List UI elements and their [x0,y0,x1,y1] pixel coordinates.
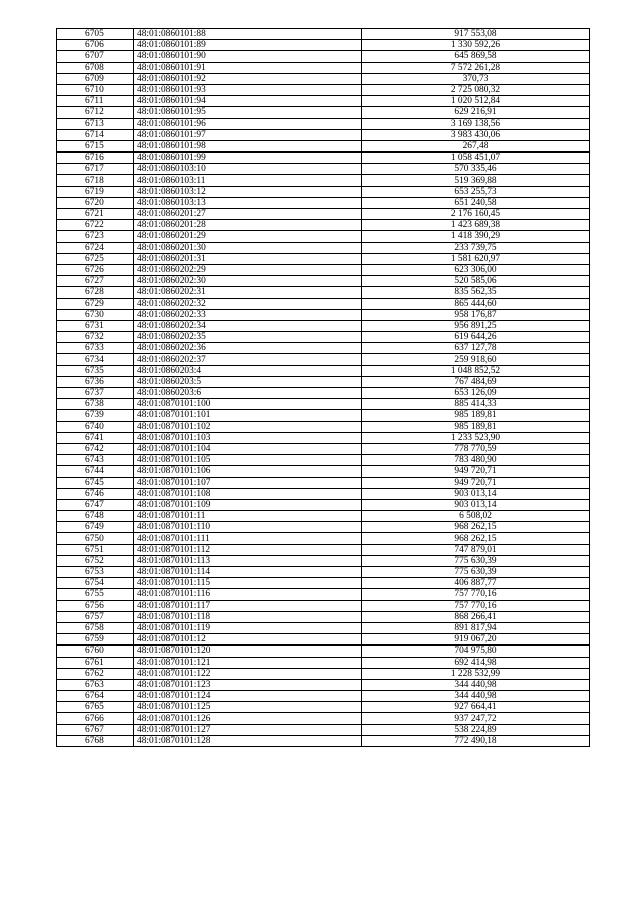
cadastral-value-cell: 835 562,35 [362,287,590,298]
table-row [57,365,590,376]
cadastral-value-cell: 645 869,58 [362,51,590,62]
table-row [57,679,590,690]
table-row [57,611,590,622]
cadastral-number-cell: 48:01:0870101:118 [134,611,362,622]
table-row [57,724,590,735]
cadastral-value-cell: 775 630,39 [362,567,590,578]
row-number-cell: 6739 [57,410,134,421]
cadastral-number-cell: 48:01:0860202:30 [134,276,362,287]
table-row [57,488,590,499]
cadastral-value-cell: 629 216,91 [362,107,590,118]
row-number-cell: 6748 [57,511,134,522]
row-number-cell: 6713 [57,118,134,129]
cadastral-number-cell: 48:01:0860201:28 [134,220,362,231]
row-number-cell: 6743 [57,455,134,466]
cadastral-value-cell: 704 975,80 [362,645,590,657]
table-row [57,578,590,589]
table-row [57,634,590,646]
row-number-cell: 6722 [57,220,134,231]
cadastral-value-cell: 919 067,20 [362,634,590,646]
table-row [57,544,590,555]
table-row [57,107,590,118]
cadastral-value-cell: 3 169 138,56 [362,118,590,129]
table-row [57,343,590,354]
table-row [57,522,590,533]
cadastral-number-cell: 48:01:0860203:6 [134,388,362,399]
table-row [57,713,590,724]
row-number-cell: 6714 [57,129,134,140]
table-row [57,533,590,544]
cadastral-number-cell: 48:01:0870101:117 [134,600,362,611]
cadastral-number-cell: 48:01:0870101:103 [134,432,362,443]
row-number-cell: 6757 [57,611,134,622]
cadastral-value-cell: 538 224,89 [362,724,590,735]
cadastral-number-cell: 48:01:0870101:123 [134,679,362,690]
cadastral-number-cell: 48:01:0860101:90 [134,51,362,62]
row-number-cell: 6754 [57,578,134,589]
cadastral-value-cell: 692 414,98 [362,657,590,668]
row-number-cell: 6742 [57,443,134,454]
cadastral-number-cell: 48:01:0870101:126 [134,713,362,724]
table-row [57,354,590,365]
cadastral-value-cell: 344 440,98 [362,691,590,702]
table-row [57,152,590,164]
table-row [57,197,590,208]
cadastral-number-cell: 48:01:0860101:95 [134,107,362,118]
cadastral-value-cell: 1 418 390,29 [362,231,590,242]
table-row [57,589,590,600]
row-number-cell: 6741 [57,432,134,443]
cadastral-value-cell: 233 739,75 [362,242,590,253]
table-row [57,443,590,454]
cadastral-value-cell: 7 572 261,28 [362,62,590,73]
cadastral-number-cell: 48:01:0860202:37 [134,354,362,365]
row-number-cell: 6721 [57,209,134,220]
row-number-cell: 6764 [57,691,134,702]
row-number-cell: 6760 [57,645,134,657]
cadastral-number-cell: 48:01:0870101:111 [134,533,362,544]
cadastral-number-cell: 48:01:0870101:11 [134,511,362,522]
cadastral-value-cell: 520 585,06 [362,276,590,287]
cadastral-number-cell: 48:01:0870101:125 [134,702,362,713]
cadastral-value-cell: 891 817,94 [362,622,590,633]
cadastral-value-cell: 958 176,87 [362,309,590,320]
row-number-cell: 6711 [57,96,134,107]
cadastral-value-cell: 619 644,26 [362,332,590,343]
table-row [57,253,590,264]
table-row [57,84,590,95]
cadastral-value-cell: 653 255,73 [362,186,590,197]
cadastral-value-cell: 968 262,15 [362,522,590,533]
row-number-cell: 6766 [57,713,134,724]
cadastral-value-cell: 775 630,39 [362,555,590,566]
cadastral-value-cell: 937 247,72 [362,713,590,724]
cadastral-number-cell: 48:01:0860101:93 [134,84,362,95]
cadastral-number-cell: 48:01:0860202:31 [134,287,362,298]
cadastral-value-cell: 968 262,15 [362,533,590,544]
cadastral-number-cell: 48:01:0860202:29 [134,264,362,275]
cadastral-number-cell: 48:01:0870101:107 [134,477,362,488]
cadastral-value-cell: 637 127,78 [362,343,590,354]
row-number-cell: 6720 [57,197,134,208]
table-row [57,421,590,432]
cadastral-value-cell: 370,73 [362,73,590,84]
cadastral-value-cell: 885 414,33 [362,399,590,410]
cadastral-number-cell: 48:01:0870101:104 [134,443,362,454]
row-number-cell: 6724 [57,242,134,253]
table-row [57,242,590,253]
row-number-cell: 6740 [57,421,134,432]
row-number-cell: 6746 [57,488,134,499]
table-row [57,657,590,668]
cadastral-number-cell: 48:01:0860101:98 [134,140,362,152]
row-number-cell: 6727 [57,276,134,287]
table-row [57,455,590,466]
cadastral-number-cell: 48:01:0860101:88 [134,29,362,40]
cadastral-number-cell: 48:01:0870101:110 [134,522,362,533]
cadastral-value-cell: 868 266,41 [362,611,590,622]
cadastral-number-cell: 48:01:0860202:32 [134,298,362,309]
registry-table [56,28,590,747]
cadastral-number-cell: 48:01:0860103:13 [134,197,362,208]
table-row [57,477,590,488]
row-number-cell: 6706 [57,40,134,51]
cadastral-value-cell: 757 770,16 [362,600,590,611]
table-row [57,140,590,152]
table-row [57,555,590,566]
cadastral-number-cell: 48:01:0860202:34 [134,320,362,331]
row-number-cell: 6758 [57,622,134,633]
cadastral-number-cell: 48:01:0860202:35 [134,332,362,343]
table-row [57,73,590,84]
cadastral-number-cell: 48:01:0860201:30 [134,242,362,253]
cadastral-number-cell: 48:01:0870101:124 [134,691,362,702]
cadastral-value-cell: 1 423 689,38 [362,220,590,231]
cadastral-number-cell: 48:01:0860201:31 [134,253,362,264]
table-row [57,129,590,140]
row-number-cell: 6730 [57,309,134,320]
row-number-cell: 6728 [57,287,134,298]
cadastral-value-cell: 1 233 523,90 [362,432,590,443]
table-row [57,410,590,421]
row-number-cell: 6755 [57,589,134,600]
row-number-cell: 6736 [57,376,134,387]
cadastral-number-cell: 48:01:0860202:33 [134,309,362,320]
cadastral-value-cell: 949 720,71 [362,466,590,477]
table-row [57,164,590,175]
table-row [57,287,590,298]
row-number-cell: 6744 [57,466,134,477]
row-number-cell: 6705 [57,29,134,40]
cadastral-value-cell: 985 189,81 [362,421,590,432]
row-number-cell: 6732 [57,332,134,343]
table-row [57,175,590,186]
row-number-cell: 6745 [57,477,134,488]
cadastral-value-cell: 778 770,59 [362,443,590,454]
row-number-cell: 6710 [57,84,134,95]
table-row [57,118,590,129]
cadastral-number-cell: 48:01:0870101:100 [134,399,362,410]
row-number-cell: 6752 [57,555,134,566]
cadastral-number-cell: 48:01:0870101:114 [134,567,362,578]
table-row [57,645,590,657]
cadastral-number-cell: 48:01:0870101:108 [134,488,362,499]
cadastral-number-cell: 48:01:0870101:127 [134,724,362,735]
cadastral-value-cell: 757 770,16 [362,589,590,600]
cadastral-value-cell: 651 240,58 [362,197,590,208]
table-row [57,466,590,477]
row-number-cell: 6733 [57,343,134,354]
cadastral-number-cell: 48:01:0870101:116 [134,589,362,600]
table-row [57,298,590,309]
cadastral-value-cell: 2 725 080,32 [362,84,590,95]
registry-table-body [57,29,590,747]
table-row [57,231,590,242]
row-number-cell: 6712 [57,107,134,118]
cadastral-number-cell: 48:01:0870101:106 [134,466,362,477]
cadastral-value-cell: 3 983 430,06 [362,129,590,140]
row-number-cell: 6761 [57,657,134,668]
cadastral-value-cell: 267,48 [362,140,590,152]
row-number-cell: 6765 [57,702,134,713]
cadastral-value-cell: 772 490,18 [362,735,590,746]
cadastral-value-cell: 783 480,90 [362,455,590,466]
table-row [57,567,590,578]
row-number-cell: 6726 [57,264,134,275]
cadastral-number-cell: 48:01:0870101:112 [134,544,362,555]
cadastral-value-cell: 956 891,25 [362,320,590,331]
table-row [57,511,590,522]
row-number-cell: 6717 [57,164,134,175]
table-row [57,96,590,107]
cadastral-number-cell: 48:01:0860101:94 [134,96,362,107]
row-number-cell: 6729 [57,298,134,309]
table-row [57,264,590,275]
cadastral-number-cell: 48:01:0870101:102 [134,421,362,432]
table-row [57,691,590,702]
cadastral-number-cell: 48:01:0860103:11 [134,175,362,186]
row-number-cell: 6767 [57,724,134,735]
row-number-cell: 6734 [57,354,134,365]
row-number-cell: 6719 [57,186,134,197]
cadastral-number-cell: 48:01:0870101:101 [134,410,362,421]
cadastral-number-cell: 48:01:0860101:91 [134,62,362,73]
cadastral-value-cell: 406 887,77 [362,578,590,589]
cadastral-number-cell: 48:01:0860101:96 [134,118,362,129]
table-row [57,186,590,197]
cadastral-value-cell: 903 013,14 [362,499,590,510]
cadastral-value-cell: 623 306,00 [362,264,590,275]
table-row [57,29,590,40]
cadastral-value-cell: 747 879,01 [362,544,590,555]
cadastral-value-cell: 344 440,98 [362,679,590,690]
cadastral-number-cell: 48:01:0870101:128 [134,735,362,746]
cadastral-value-cell: 903 013,14 [362,488,590,499]
table-row [57,702,590,713]
row-number-cell: 6715 [57,140,134,152]
row-number-cell: 6750 [57,533,134,544]
table-row [57,600,590,611]
table-row [57,320,590,331]
cadastral-value-cell: 927 664,41 [362,702,590,713]
cadastral-number-cell: 48:01:0860101:92 [134,73,362,84]
cadastral-value-cell: 949 720,71 [362,477,590,488]
cadastral-value-cell: 519 369,88 [362,175,590,186]
table-row [57,735,590,746]
cadastral-value-cell: 2 176 160,45 [362,209,590,220]
row-number-cell: 6738 [57,399,134,410]
row-number-cell: 6749 [57,522,134,533]
table-row [57,332,590,343]
cadastral-value-cell: 917 553,08 [362,29,590,40]
cadastral-number-cell: 48:01:0860103:10 [134,164,362,175]
row-number-cell: 6731 [57,320,134,331]
table-row [57,388,590,399]
cadastral-value-cell: 653 126,09 [362,388,590,399]
row-number-cell: 6735 [57,365,134,376]
cadastral-number-cell: 48:01:0870101:115 [134,578,362,589]
cadastral-number-cell: 48:01:0870101:113 [134,555,362,566]
row-number-cell: 6768 [57,735,134,746]
row-number-cell: 6753 [57,567,134,578]
table-row [57,668,590,679]
cadastral-value-cell: 1 048 852,52 [362,365,590,376]
cadastral-value-cell: 6 508,02 [362,511,590,522]
table-row [57,51,590,62]
table-row [57,399,590,410]
row-number-cell: 6709 [57,73,134,84]
row-number-cell: 6718 [57,175,134,186]
cadastral-value-cell: 570 335,46 [362,164,590,175]
cadastral-number-cell: 48:01:0860101:89 [134,40,362,51]
cadastral-value-cell: 1 058 451,07 [362,152,590,164]
row-number-cell: 6762 [57,668,134,679]
cadastral-number-cell: 48:01:0860103:12 [134,186,362,197]
table-row [57,622,590,633]
table-row [57,40,590,51]
table-row [57,209,590,220]
cadastral-number-cell: 48:01:0870101:105 [134,455,362,466]
table-row [57,62,590,73]
row-number-cell: 6707 [57,51,134,62]
cadastral-number-cell: 48:01:0870101:121 [134,657,362,668]
row-number-cell: 6756 [57,600,134,611]
cadastral-value-cell: 1 020 512,84 [362,96,590,107]
cadastral-number-cell: 48:01:0860101:97 [134,129,362,140]
row-number-cell: 6723 [57,231,134,242]
cadastral-number-cell: 48:01:0870101:120 [134,645,362,657]
cadastral-number-cell: 48:01:0860201:27 [134,209,362,220]
row-number-cell: 6751 [57,544,134,555]
cadastral-value-cell: 1 581 620,97 [362,253,590,264]
cadastral-number-cell: 48:01:0870101:12 [134,634,362,646]
cadastral-value-cell: 1 330 592,26 [362,40,590,51]
cadastral-value-cell: 985 189,81 [362,410,590,421]
row-number-cell: 6737 [57,388,134,399]
cadastral-number-cell: 48:01:0860101:99 [134,152,362,164]
cadastral-number-cell: 48:01:0860201:29 [134,231,362,242]
row-number-cell: 6716 [57,152,134,164]
cadastral-value-cell: 767 484,69 [362,376,590,387]
cadastral-value-cell: 1 228 532,99 [362,668,590,679]
cadastral-number-cell: 48:01:0870101:122 [134,668,362,679]
cadastral-number-cell: 48:01:0860203:4 [134,365,362,376]
table-row [57,309,590,320]
row-number-cell: 6725 [57,253,134,264]
cadastral-value-cell: 865 444,60 [362,298,590,309]
row-number-cell: 6763 [57,679,134,690]
row-number-cell: 6708 [57,62,134,73]
row-number-cell: 6759 [57,634,134,646]
table-row [57,220,590,231]
table-row [57,276,590,287]
cadastral-number-cell: 48:01:0870101:119 [134,622,362,633]
table-row [57,432,590,443]
row-number-cell: 6747 [57,499,134,510]
table-row [57,499,590,510]
cadastral-value-cell: 259 918,60 [362,354,590,365]
cadastral-number-cell: 48:01:0870101:109 [134,499,362,510]
cadastral-number-cell: 48:01:0860202:36 [134,343,362,354]
cadastral-number-cell: 48:01:0860203:5 [134,376,362,387]
table-row [57,376,590,387]
